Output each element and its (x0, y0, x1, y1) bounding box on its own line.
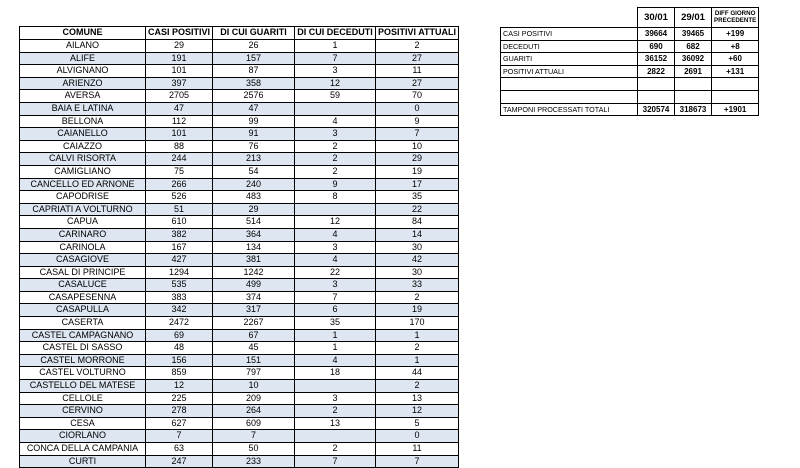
cell-casi-positivi: 156 (146, 354, 213, 367)
cell-deceduti: 9 (295, 178, 376, 191)
summary-cell-previous: 39465 (675, 28, 712, 41)
summary-cell-diff: +1901 (712, 103, 759, 116)
cell-casi-positivi: 225 (146, 392, 213, 405)
cell-deceduti: 4 (295, 228, 376, 241)
table-row (20, 203, 459, 216)
table-row (20, 417, 459, 430)
cell-casi-positivi: 191 (146, 52, 213, 65)
cell-positivi-attuali: 2 (376, 380, 459, 393)
cell-casi-positivi: 112 (146, 115, 213, 128)
cell-guariti: 10 (213, 380, 295, 393)
cell-guariti: 358 (213, 77, 295, 90)
cell-comune: CURTI (20, 455, 146, 468)
summary-cell-diff: +60 (712, 53, 759, 66)
cell-positivi-attuali: 33 (376, 279, 459, 292)
cell-guariti: 264 (213, 405, 295, 418)
cell-guariti: 240 (213, 178, 295, 191)
summary-cell-previous: 682 (675, 40, 712, 53)
cell-positivi-attuali: 11 (376, 443, 459, 456)
cell-casi-positivi: 88 (146, 140, 213, 153)
cell-deceduti: 2 (295, 153, 376, 166)
summary-table-body (501, 28, 759, 116)
cell-deceduti: 13 (295, 417, 376, 430)
cell-casi-positivi: 101 (146, 65, 213, 78)
header-comune: COMUNE (20, 27, 146, 40)
summary-cell-label (501, 78, 638, 91)
cell-comune: BELLONA (20, 115, 146, 128)
cell-deceduti (295, 380, 376, 393)
cell-guariti: 76 (213, 140, 295, 153)
cell-comune: CASERTA (20, 317, 146, 330)
cell-positivi-attuali: 0 (376, 430, 459, 443)
summary-cell-previous (675, 78, 712, 91)
table-row (20, 90, 459, 103)
cell-positivi-attuali: 27 (376, 52, 459, 65)
cell-positivi-attuali: 1 (376, 329, 459, 342)
summary-cell-diff (712, 90, 759, 103)
cell-positivi-attuali: 30 (376, 266, 459, 279)
summary-cell-label: GUARITI (501, 53, 638, 66)
cell-deceduti: 1 (295, 342, 376, 355)
cell-casi-positivi: 427 (146, 254, 213, 267)
cell-casi-positivi: 7 (146, 430, 213, 443)
cell-casi-positivi: 627 (146, 417, 213, 430)
cell-guariti: 50 (213, 443, 295, 456)
cell-deceduti: 4 (295, 115, 376, 128)
table-row (20, 178, 459, 191)
cell-positivi-attuali: 13 (376, 392, 459, 405)
cell-comune: CAPRIATI A VOLTURNO (20, 203, 146, 216)
cell-guariti: 364 (213, 228, 295, 241)
summary-cell-label: POSITIVI ATTUALI (501, 65, 638, 78)
summary-cell-diff: +199 (712, 28, 759, 41)
cell-guariti: 7 (213, 430, 295, 443)
summary-row (501, 53, 759, 66)
summary-cell-label: DECEDUTI (501, 40, 638, 53)
cell-guariti: 67 (213, 329, 295, 342)
cell-guariti: 209 (213, 392, 295, 405)
cell-comune: BAIA E LATINA (20, 102, 146, 115)
cell-positivi-attuali: 7 (376, 128, 459, 141)
cell-guariti: 2576 (213, 90, 295, 103)
cell-comune: ALIFE (20, 52, 146, 65)
cell-guariti: 91 (213, 128, 295, 141)
cell-guariti: 499 (213, 279, 295, 292)
cell-casi-positivi: 2705 (146, 90, 213, 103)
cell-guariti: 609 (213, 417, 295, 430)
cell-positivi-attuali: 0 (376, 102, 459, 115)
cell-positivi-attuali: 14 (376, 228, 459, 241)
cell-positivi-attuali: 10 (376, 140, 459, 153)
table-row (20, 115, 459, 128)
cell-comune: CESA (20, 417, 146, 430)
cell-positivi-attuali: 2 (376, 291, 459, 304)
summary-cell-current (638, 78, 675, 91)
cell-comune: CASTEL DI SASSO (20, 342, 146, 355)
summary-cell-label: TAMPONI PROCESSATI TOTALI (501, 103, 638, 116)
cell-deceduti: 3 (295, 128, 376, 141)
table-row (20, 254, 459, 267)
cell-casi-positivi: 859 (146, 367, 213, 380)
cell-guariti: 47 (213, 102, 295, 115)
cell-casi-positivi: 29 (146, 40, 213, 53)
comuni-table (19, 26, 459, 468)
cell-positivi-attuali: 44 (376, 367, 459, 380)
cell-deceduti: 6 (295, 304, 376, 317)
cell-deceduti (295, 430, 376, 443)
cell-deceduti: 35 (295, 317, 376, 330)
table-row (20, 266, 459, 279)
cell-guariti: 26 (213, 40, 295, 53)
table-row (20, 40, 459, 53)
cell-guariti: 381 (213, 254, 295, 267)
cell-comune: CASAL DI PRINCIPE (20, 266, 146, 279)
cell-casi-positivi: 48 (146, 342, 213, 355)
cell-comune: CAIAZZO (20, 140, 146, 153)
summary-cell-current (638, 90, 675, 103)
cell-positivi-attuali: 17 (376, 178, 459, 191)
cell-guariti: 483 (213, 191, 295, 204)
cell-comune: CAPUA (20, 216, 146, 229)
cell-positivi-attuali: 12 (376, 405, 459, 418)
table-row (20, 392, 459, 405)
cell-comune: CASAGIOVE (20, 254, 146, 267)
table-row (20, 405, 459, 418)
summary-cell-current: 320574 (638, 103, 675, 116)
summary-header-diff: DIFF GIORNO PRECEDENTE (712, 8, 759, 28)
summary-row (501, 90, 759, 103)
cell-casi-positivi: 47 (146, 102, 213, 115)
cell-positivi-attuali: 2 (376, 342, 459, 355)
summary-cell-current: 36152 (638, 53, 675, 66)
table-row (20, 216, 459, 229)
table-row (20, 354, 459, 367)
cell-positivi-attuali: 7 (376, 455, 459, 468)
cell-positivi-attuali: 170 (376, 317, 459, 330)
table-row (20, 52, 459, 65)
summary-cell-previous: 2691 (675, 65, 712, 78)
summary-cell-diff: +8 (712, 40, 759, 53)
table-row (20, 279, 459, 292)
cell-comune: CONCA DELLA CAMPANIA (20, 443, 146, 456)
cell-casi-positivi: 397 (146, 77, 213, 90)
header-casi-positivi: CASI POSITIVI (146, 27, 213, 40)
cell-casi-positivi: 526 (146, 191, 213, 204)
table-row (20, 367, 459, 380)
table-row (20, 304, 459, 317)
cell-deceduti: 3 (295, 241, 376, 254)
summary-cell-diff: +131 (712, 65, 759, 78)
cell-deceduti: 18 (295, 367, 376, 380)
cell-deceduti: 3 (295, 392, 376, 405)
cell-positivi-attuali: 9 (376, 115, 459, 128)
summary-cell-label: CASI POSITIVI (501, 28, 638, 41)
cell-guariti: 233 (213, 455, 295, 468)
cell-casi-positivi: 51 (146, 203, 213, 216)
table-row (20, 329, 459, 342)
cell-deceduti: 2 (295, 443, 376, 456)
cell-casi-positivi: 382 (146, 228, 213, 241)
cell-comune: AVERSA (20, 90, 146, 103)
cell-positivi-attuali: 11 (376, 65, 459, 78)
cell-guariti: 151 (213, 354, 295, 367)
cell-deceduti: 22 (295, 266, 376, 279)
cell-guariti: 157 (213, 52, 295, 65)
cell-comune: CASALUCE (20, 279, 146, 292)
cell-deceduti: 7 (295, 291, 376, 304)
cell-deceduti: 7 (295, 455, 376, 468)
table-row (20, 153, 459, 166)
cell-deceduti: 2 (295, 405, 376, 418)
summary-header-blank (501, 8, 638, 28)
summary-header-date-previous: 29/01 (675, 8, 712, 28)
cell-deceduti: 12 (295, 216, 376, 229)
cell-casi-positivi: 247 (146, 455, 213, 468)
summary-cell-previous: 36092 (675, 53, 712, 66)
cell-comune: CASTEL VOLTURNO (20, 367, 146, 380)
cell-comune: CANCELLO ED ARNONE (20, 178, 146, 191)
cell-comune: CARINOLA (20, 241, 146, 254)
cell-deceduti: 2 (295, 140, 376, 153)
table-row (20, 342, 459, 355)
table-row (20, 443, 459, 456)
table-row (20, 77, 459, 90)
cell-guariti: 1242 (213, 266, 295, 279)
summary-cell-current: 2822 (638, 65, 675, 78)
cell-guariti: 317 (213, 304, 295, 317)
summary-row (501, 28, 759, 41)
comuni-table-header (20, 27, 459, 40)
table-row (20, 228, 459, 241)
cell-comune: CELLOLE (20, 392, 146, 405)
cell-deceduti: 3 (295, 65, 376, 78)
comuni-table-body (20, 40, 459, 468)
cell-comune: AILANO (20, 40, 146, 53)
cell-comune: ARIENZO (20, 77, 146, 90)
cell-comune: CASAPULLA (20, 304, 146, 317)
cell-casi-positivi: 266 (146, 178, 213, 191)
table-row (20, 430, 459, 443)
cell-comune: CALVI RISORTA (20, 153, 146, 166)
summary-cell-label (501, 90, 638, 103)
cell-casi-positivi: 383 (146, 291, 213, 304)
cell-positivi-attuali: 35 (376, 191, 459, 204)
cell-guariti: 54 (213, 165, 295, 178)
table-row (20, 165, 459, 178)
table-row (20, 241, 459, 254)
table-row (20, 380, 459, 393)
cell-guariti: 514 (213, 216, 295, 229)
cell-casi-positivi: 69 (146, 329, 213, 342)
cell-guariti: 99 (213, 115, 295, 128)
cell-deceduti: 7 (295, 52, 376, 65)
cell-casi-positivi: 1294 (146, 266, 213, 279)
cell-casi-positivi: 2472 (146, 317, 213, 330)
summary-cell-previous: 318673 (675, 103, 712, 116)
summary-cell-previous (675, 90, 712, 103)
cell-guariti: 29 (213, 203, 295, 216)
cell-guariti: 374 (213, 291, 295, 304)
cell-guariti: 134 (213, 241, 295, 254)
cell-positivi-attuali: 5 (376, 417, 459, 430)
cell-guariti: 797 (213, 367, 295, 380)
table-row (20, 191, 459, 204)
cell-deceduti (295, 102, 376, 115)
summary-row (501, 78, 759, 91)
summary-cell-current: 39664 (638, 28, 675, 41)
cell-deceduti: 2 (295, 165, 376, 178)
table-row (20, 140, 459, 153)
cell-positivi-attuali: 2 (376, 40, 459, 53)
cell-casi-positivi: 101 (146, 128, 213, 141)
cell-deceduti: 1 (295, 40, 376, 53)
cell-comune: CAIANELLO (20, 128, 146, 141)
summary-cell-current: 690 (638, 40, 675, 53)
cell-positivi-attuali: 70 (376, 90, 459, 103)
table-row (20, 65, 459, 78)
summary-table (500, 7, 759, 116)
cell-positivi-attuali: 30 (376, 241, 459, 254)
cell-positivi-attuali: 22 (376, 203, 459, 216)
cell-positivi-attuali: 27 (376, 77, 459, 90)
cell-casi-positivi: 342 (146, 304, 213, 317)
cell-deceduti: 4 (295, 354, 376, 367)
cell-deceduti: 59 (295, 90, 376, 103)
cell-comune: CASTELLO DEL MATESE (20, 380, 146, 393)
table-row (20, 291, 459, 304)
cell-comune: CAPODRISE (20, 191, 146, 204)
table-row (20, 128, 459, 141)
cell-deceduti: 12 (295, 77, 376, 90)
cell-positivi-attuali: 84 (376, 216, 459, 229)
cell-comune: CASAPESENNA (20, 291, 146, 304)
header-deceduti: DI CUI DECEDUTI (295, 27, 376, 40)
cell-comune: CASTEL CAMPAGNANO (20, 329, 146, 342)
cell-deceduti (295, 203, 376, 216)
header-guariti: DI CUI GUARITI (213, 27, 295, 40)
cell-casi-positivi: 610 (146, 216, 213, 229)
cell-guariti: 45 (213, 342, 295, 355)
cell-casi-positivi: 167 (146, 241, 213, 254)
cell-deceduti: 3 (295, 279, 376, 292)
cell-comune: CASTEL MORRONE (20, 354, 146, 367)
cell-casi-positivi: 244 (146, 153, 213, 166)
cell-comune: ALVIGNANO (20, 65, 146, 78)
summary-table-header (501, 8, 759, 28)
cell-positivi-attuali: 42 (376, 254, 459, 267)
cell-positivi-attuali: 1 (376, 354, 459, 367)
table-row (20, 317, 459, 330)
cell-deceduti: 4 (295, 254, 376, 267)
cell-casi-positivi: 535 (146, 279, 213, 292)
cell-comune: CARINARO (20, 228, 146, 241)
header-positivi-attuali: POSITIVI ATTUALI (376, 27, 459, 40)
summary-header-date-current: 30/01 (638, 8, 675, 28)
table-row (20, 102, 459, 115)
cell-guariti: 2267 (213, 317, 295, 330)
cell-casi-positivi: 278 (146, 405, 213, 418)
summary-cell-diff (712, 78, 759, 91)
summary-row (501, 65, 759, 78)
cell-comune: CERVINO (20, 405, 146, 418)
cell-casi-positivi: 12 (146, 380, 213, 393)
cell-comune: CAMIGLIANO (20, 165, 146, 178)
cell-guariti: 87 (213, 65, 295, 78)
cell-casi-positivi: 63 (146, 443, 213, 456)
cell-casi-positivi: 75 (146, 165, 213, 178)
cell-positivi-attuali: 19 (376, 304, 459, 317)
table-row (20, 455, 459, 468)
summary-row (501, 103, 759, 116)
cell-positivi-attuali: 19 (376, 165, 459, 178)
cell-positivi-attuali: 29 (376, 153, 459, 166)
cell-guariti: 213 (213, 153, 295, 166)
cell-comune: CIORLANO (20, 430, 146, 443)
cell-deceduti: 1 (295, 329, 376, 342)
summary-row (501, 40, 759, 53)
cell-deceduti: 8 (295, 191, 376, 204)
